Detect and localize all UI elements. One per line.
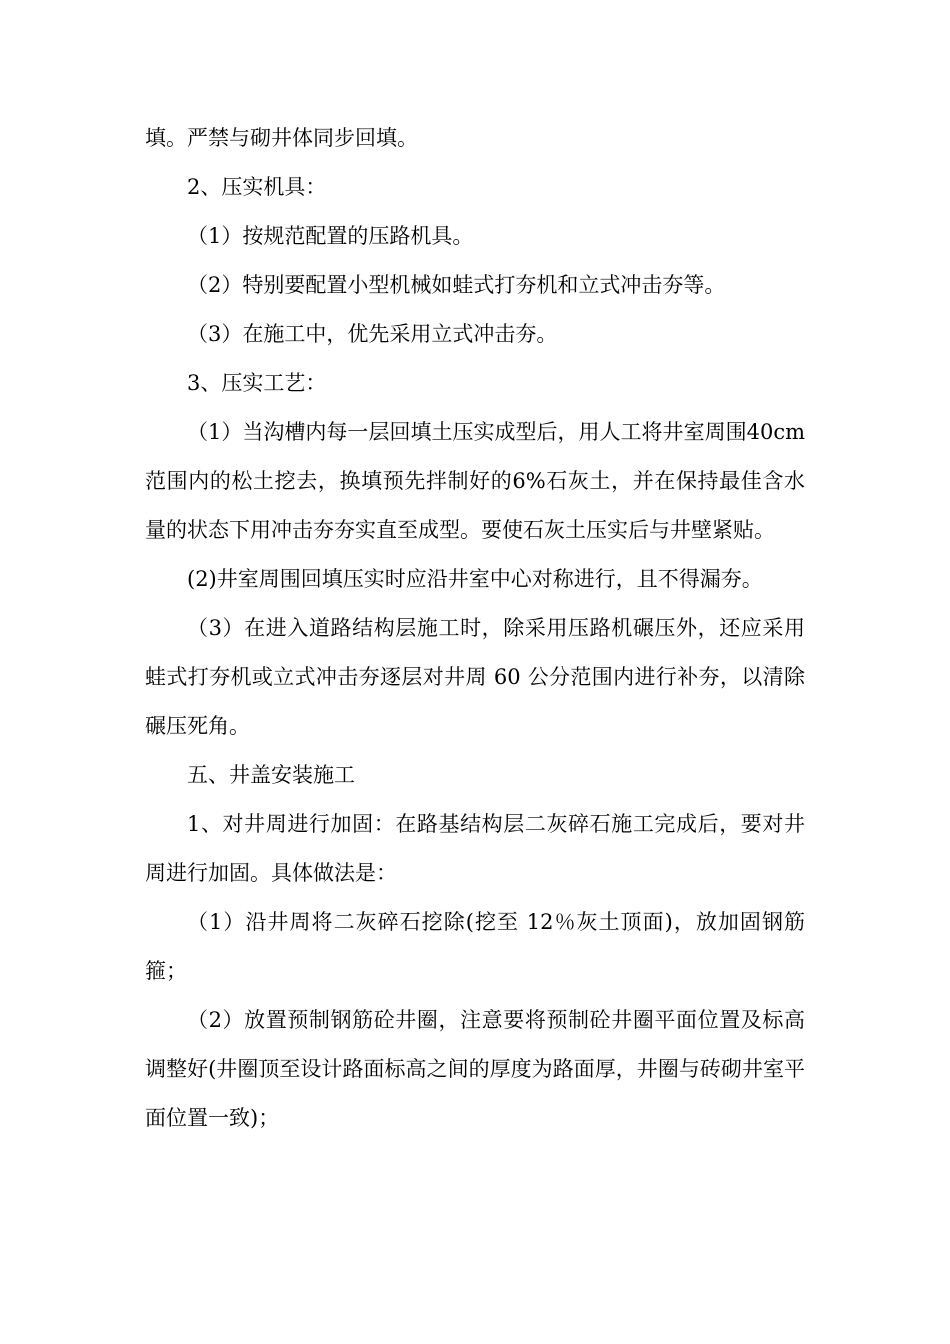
paragraph: （2）放置预制钢筋砼井圈，注意要将预制砼井圈平面位置及标高调整好(井圈顶至设计路面标高之间的厚度为路面厚，井圈与砖砌井室平面位置一致)； [145,1008,805,1130]
paragraph: 3、压实工艺： [187,371,327,395]
document-body [145,114,805,1143]
paragraph: (2)井室周围回填压实时应沿井室中心对称进行，且不得漏夯。 [187,567,763,591]
paragraph: （1）沿井周将二灰碎石挖除(挖至 12％灰土顶面)，放加固钢筋箍； [145,910,805,983]
paragraph: （1）按规范配置的压路机具。 [187,224,474,248]
paragraph: 2、压实机具： [187,175,327,199]
paragraph: （3）在施工中，优先采用立式冲击夯。 [187,322,558,346]
paragraph: （3）在进入道路结构层施工时，除采用压路机碾压外，还应采用蛙式打夯机或立式冲击夯逐层对井周 60 公分范围内进行补夯，以清除碾压死角。 [145,616,805,738]
section-heading: 五、井盖安装施工 [187,763,355,787]
paragraph: 填。严禁与砌井体同步回填。 [145,126,418,150]
paragraph: （2）特别要配置小型机械如蛙式打夯机和立式冲击夯等。 [187,273,726,297]
paragraph: 1、对井周进行加固：在路基结构层二灰碎石施工完成后，要对井周进行加固。具体做法是： [145,812,805,885]
paragraph: （1）当沟槽内每一层回填土压实成型后，用人工将井室周围40cm范围内的松土挖去，换填预先拌制好的6%石灰土，并在保持最佳含水量的状态下用冲击夯夯实直至成型。要使石灰土压实后与井壁紧贴。 [145,420,805,542]
